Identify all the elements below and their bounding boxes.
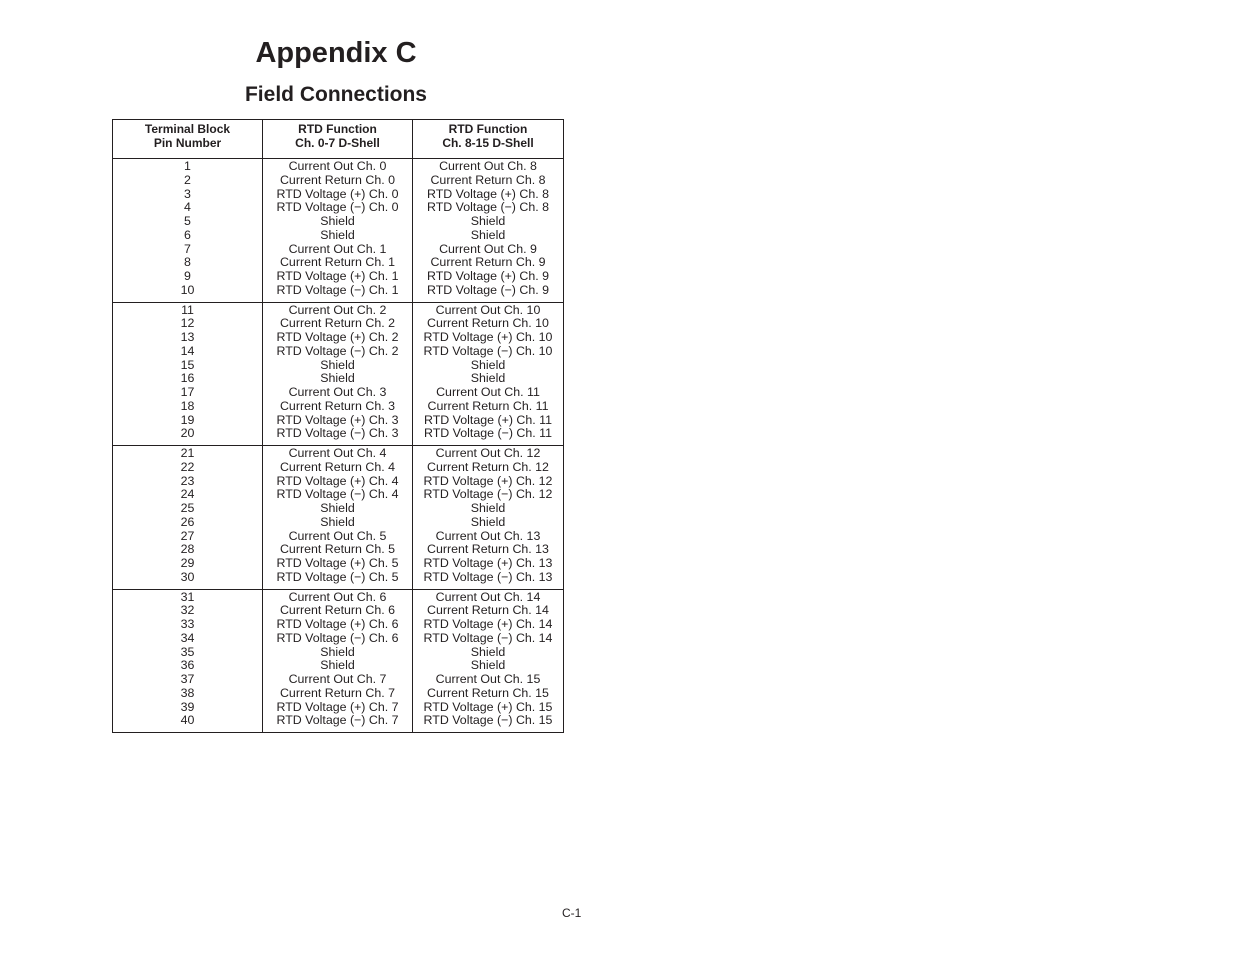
cell-line: Current Return Ch. 0 (279, 172, 395, 187)
section-title: Field Connections (244, 83, 427, 106)
cell-line: 32 (180, 603, 195, 618)
cell-line: RTD Voltage (−) Ch. 1 (276, 282, 399, 297)
cell-line: Shield (320, 357, 355, 372)
cell-line: 8 (184, 255, 191, 270)
cell-line: Current Return Ch. 9 (430, 255, 546, 270)
cell-line: 39 (180, 699, 195, 714)
header-line: Ch. 8-15 D-Shell (442, 135, 534, 150)
cell-line: 36 (180, 658, 195, 673)
cell-line: RTD Voltage (−) Ch. 9 (426, 282, 549, 297)
table-body (113, 159, 564, 733)
cell-line: Shield (470, 658, 506, 673)
cell-line: RTD Voltage (+) Ch. 10 (423, 330, 553, 344)
cell-line: 20 (180, 426, 195, 441)
cell-line: 21 (180, 446, 195, 460)
table-row (113, 302, 564, 446)
cell-line: RTD Voltage (−) Ch. 13 (423, 569, 553, 584)
ch-0-7-function-cell (263, 446, 413, 590)
ch-8-15-function-cell (413, 302, 564, 446)
cell-line: 31 (180, 589, 195, 604)
cell-line: Current Out Ch. 9 (439, 241, 537, 256)
header-line: RTD Function (298, 122, 377, 136)
cell-line: Current Out Ch. 11 (436, 385, 540, 399)
cell-line: RTD Voltage (+) Ch. 13 (423, 556, 553, 570)
cell-line: 35 (180, 644, 195, 659)
cell-line: RTD Voltage (−) Ch. 12 (423, 487, 553, 502)
cell-line: Current Return Ch. 5 (279, 542, 395, 557)
cell-line: 38 (180, 685, 195, 700)
cell-line: 33 (180, 617, 195, 631)
cell-line: 17 (180, 385, 195, 399)
cell-line: Current Return Ch. 8 (430, 172, 546, 187)
cell-line: RTD Voltage (+) Ch. 6 (276, 617, 399, 631)
header-line: Ch. 0-7 D-Shell (295, 135, 380, 150)
cell-line: Current Out Ch. 14 (435, 589, 541, 604)
cell-line: 29 (180, 556, 195, 570)
cell-line: RTD Voltage (+) Ch. 11 (424, 412, 552, 427)
cell-line: 9 (184, 269, 191, 283)
ch-0-7-function-cell (263, 589, 413, 733)
cell-line: Current Out Ch. 2 (288, 302, 387, 317)
cell-line: Current Out Ch. 10 (435, 302, 541, 317)
cell-line: Current Out Ch. 4 (288, 446, 387, 460)
cell-line: Current Return Ch. 7 (279, 685, 395, 700)
cell-line: Current Return Ch. 4 (279, 459, 395, 474)
cell-line: RTD Voltage (−) Ch. 2 (276, 343, 399, 358)
pin-number-cell (113, 302, 263, 446)
cell-line: Shield (320, 658, 355, 673)
cell-line: Shield (470, 371, 506, 386)
cell-line: Shield (320, 227, 355, 242)
cell-line: RTD Voltage (−) Ch. 15 (423, 713, 553, 728)
cell-line: 14 (180, 343, 195, 358)
cell-line: RTD Voltage (+) Ch. 2 (276, 330, 399, 344)
cell-line: Shield (470, 501, 506, 515)
cell-line: Current Out Ch. 6 (288, 589, 387, 604)
cell-line: Shield (470, 227, 506, 242)
page-number: C-1 (562, 906, 582, 920)
cell-line: 28 (180, 542, 195, 557)
cell-line: Current Out Ch. 15 (435, 672, 541, 686)
cell-line: 6 (184, 227, 191, 242)
cell-line: Shield (470, 514, 506, 529)
cell-line: 4 (184, 200, 191, 215)
cell-line: Current Return Ch. 1 (279, 255, 395, 270)
table-row (113, 589, 564, 733)
cell-line: RTD Voltage (+) Ch. 5 (276, 556, 399, 570)
cell-line: Current Out Ch. 3 (288, 385, 387, 399)
cell-line: Current Return Ch. 15 (427, 685, 549, 700)
cell-line: Current Return Ch. 10 (427, 316, 549, 331)
header-line: RTD Function (448, 122, 528, 136)
cell-line: Current Out Ch. 7 (288, 672, 387, 686)
cell-line: 2 (184, 172, 191, 187)
cell-line: Shield (320, 501, 355, 515)
cell-line: Shield (470, 214, 506, 228)
cell-line: RTD Voltage (−) Ch. 4 (276, 487, 399, 502)
cell-line: Shield (320, 514, 355, 529)
cell-line: 24 (180, 487, 195, 502)
table-row (113, 446, 564, 590)
cell-line: 40 (180, 713, 195, 728)
cell-line: RTD Voltage (−) Ch. 11 (424, 426, 552, 441)
cell-line: RTD Voltage (+) Ch. 14 (423, 617, 553, 631)
cell-line: Current Out Ch. 0 (288, 159, 387, 173)
ch-8-15-function-cell (413, 446, 564, 590)
header-line: Pin Number (153, 135, 222, 150)
table-row (113, 159, 564, 303)
cell-line: 22 (180, 459, 195, 474)
cell-line: RTD Voltage (−) Ch. 8 (426, 200, 549, 215)
pin-number-cell (113, 159, 263, 303)
cell-line: 7 (184, 241, 191, 256)
cell-line: RTD Voltage (+) Ch. 9 (426, 269, 549, 283)
cell-line: Current Return Ch. 11 (427, 398, 549, 413)
cell-line: Current Out Ch. 5 (288, 528, 387, 543)
cell-line: 34 (180, 630, 195, 645)
cell-line: 37 (180, 672, 195, 686)
header-ch-8-15 (413, 120, 564, 159)
cell-line: 25 (180, 501, 195, 515)
cell-line: RTD Voltage (+) Ch. 4 (276, 473, 399, 488)
cell-line: Shield (320, 371, 355, 386)
cell-line: Current Out Ch. 1 (288, 241, 387, 256)
cell-line: Current Out Ch. 13 (435, 528, 541, 543)
cell-line: Current Return Ch. 12 (427, 459, 549, 474)
cell-line: Current Return Ch. 6 (279, 603, 395, 618)
cell-line: 3 (184, 186, 191, 201)
cell-line: Shield (320, 214, 355, 228)
field-connections-table (112, 119, 564, 733)
cell-line: 11 (181, 302, 194, 317)
cell-line: 13 (180, 330, 195, 344)
cell-line: 19 (180, 412, 195, 427)
cell-line: RTD Voltage (+) Ch. 15 (423, 699, 553, 714)
cell-line: Current Return Ch. 2 (279, 316, 395, 331)
cell-line: 27 (180, 528, 195, 543)
cell-line: RTD Voltage (+) Ch. 12 (423, 473, 553, 488)
header-line: Terminal Block (144, 122, 231, 136)
cell-line: RTD Voltage (+) Ch. 3 (276, 412, 399, 427)
cell-line: Current Return Ch. 3 (279, 398, 395, 413)
cell-line: RTD Voltage (+) Ch. 8 (426, 186, 549, 201)
appendix-title: Appendix C (255, 37, 417, 69)
cell-line: RTD Voltage (−) Ch. 7 (276, 713, 399, 728)
ch-8-15-function-cell (413, 589, 564, 733)
cell-line: 16 (180, 371, 195, 386)
cell-line: 23 (180, 473, 195, 488)
cell-line: RTD Voltage (−) Ch. 10 (423, 343, 553, 358)
ch-0-7-function-cell (263, 302, 413, 446)
cell-line: RTD Voltage (−) Ch. 3 (276, 426, 399, 441)
header-ch-0-7 (263, 120, 413, 159)
cell-line: RTD Voltage (+) Ch. 1 (276, 269, 399, 283)
cell-line: Shield (470, 644, 506, 659)
cell-line: 15 (180, 357, 195, 372)
cell-line: Current Return Ch. 14 (427, 603, 549, 618)
cell-line: Shield (470, 357, 506, 372)
ch-0-7-function-cell (263, 159, 413, 303)
pin-number-cell (113, 446, 263, 590)
cell-line: RTD Voltage (−) Ch. 0 (276, 200, 399, 215)
cell-line: RTD Voltage (+) Ch. 0 (276, 186, 399, 201)
cell-line: Current Out Ch. 12 (435, 446, 541, 460)
cell-line: 18 (180, 398, 195, 413)
table-header-row (113, 120, 564, 159)
cell-line: Shield (320, 644, 355, 659)
cell-line: 1 (184, 159, 191, 173)
ch-8-15-function-cell (413, 159, 564, 303)
cell-line: RTD Voltage (+) Ch. 7 (276, 699, 399, 714)
cell-line: RTD Voltage (−) Ch. 6 (276, 630, 399, 645)
cell-line: Current Out Ch. 8 (439, 159, 537, 173)
cell-line: Current Return Ch. 13 (427, 542, 549, 557)
cell-line: RTD Voltage (−) Ch. 5 (276, 569, 399, 584)
cell-line: 10 (180, 282, 195, 297)
cell-line: 26 (180, 514, 195, 529)
cell-line: 30 (180, 569, 195, 584)
cell-line: RTD Voltage (−) Ch. 14 (423, 630, 553, 645)
cell-line: 5 (184, 214, 191, 228)
header-pin-number (113, 120, 263, 159)
pin-number-cell (113, 589, 263, 733)
cell-line: 12 (180, 316, 195, 331)
